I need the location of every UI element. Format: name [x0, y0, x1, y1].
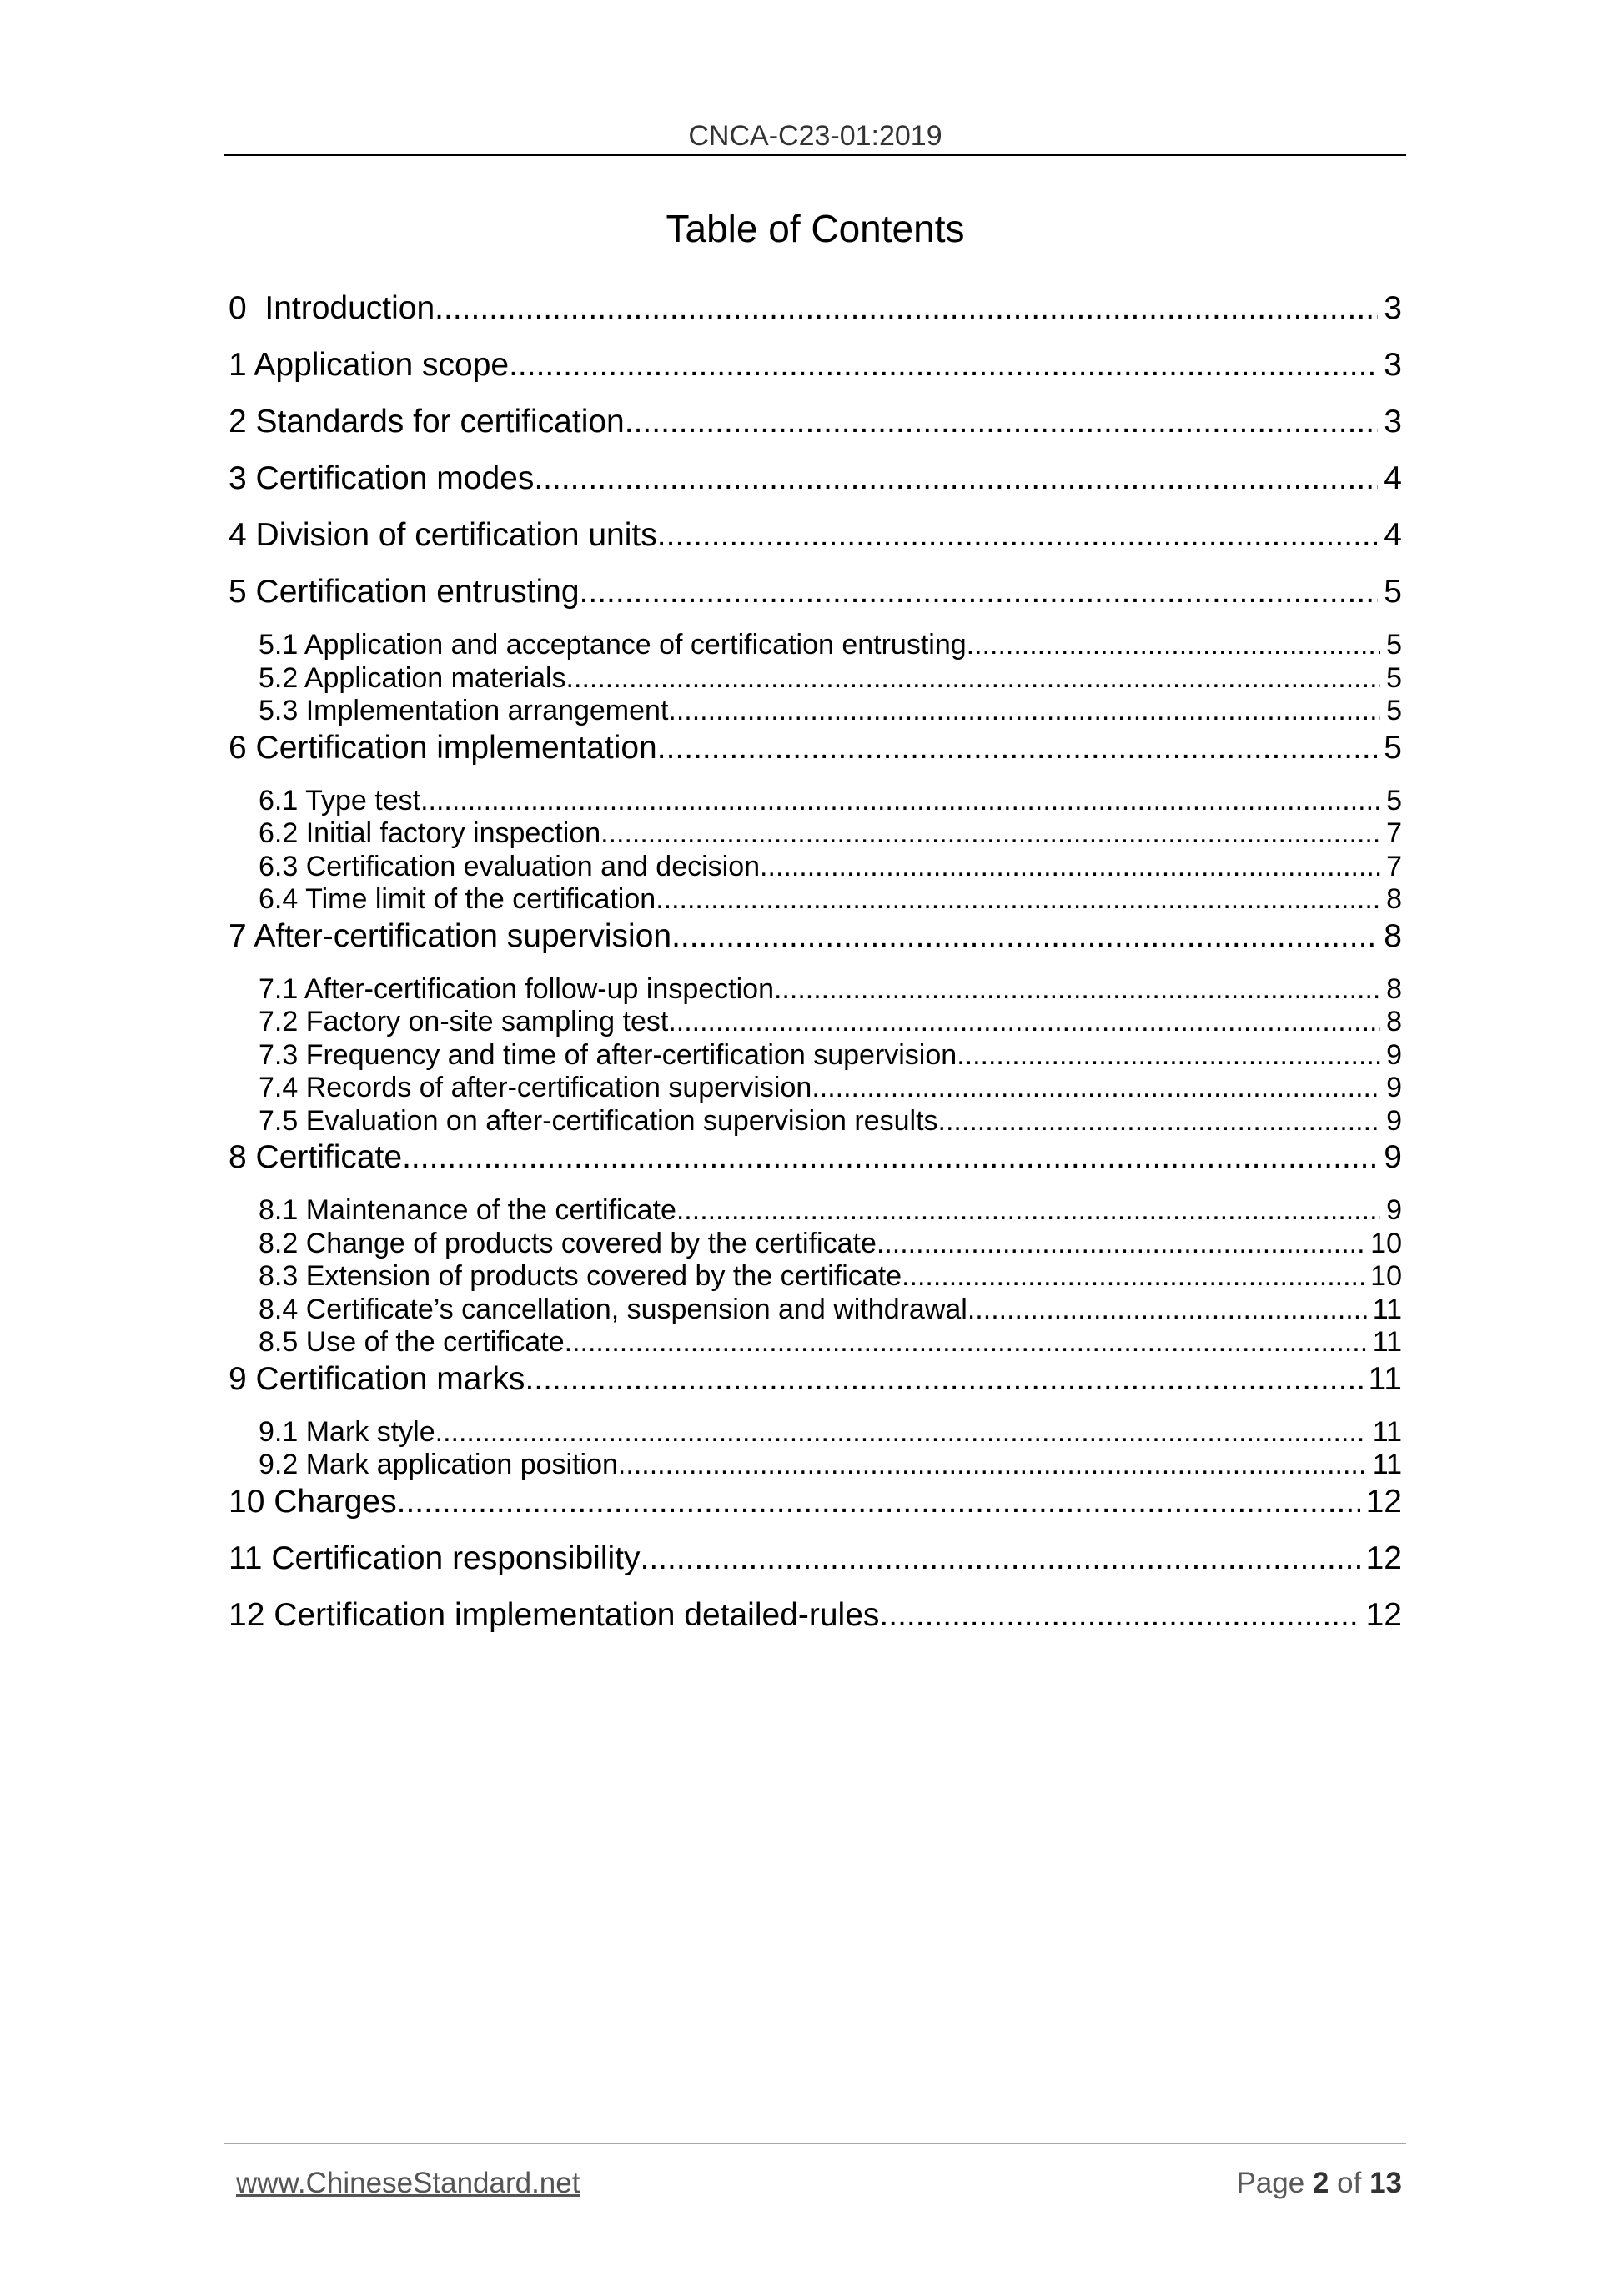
toc-entry-page-number: 8	[1386, 972, 1402, 1005]
dot-leader	[957, 1039, 1380, 1073]
dot-leader	[580, 575, 1379, 609]
toc-subsection-entry[interactable]	[259, 695, 1402, 728]
toc-entry-page-number: 11	[1368, 1360, 1402, 1397]
dot-leader	[938, 1105, 1381, 1138]
toc-section-entry[interactable]	[229, 1360, 1402, 1397]
toc-section-entry[interactable]	[229, 462, 1402, 495]
toc-entry-label: 7.2 Factory on-site sampling test	[259, 1006, 669, 1037]
toc-subsection-entry[interactable]	[259, 973, 1402, 1007]
dot-leader	[967, 629, 1380, 662]
toc-entry-label: 9.2 Mark application position	[259, 1449, 618, 1480]
dot-leader	[618, 1449, 1367, 1482]
toc-entry-page-number: 5	[1386, 661, 1402, 694]
toc-entry-label: 6.3 Certification evaluation and decision	[259, 850, 761, 882]
toc-entry-label: 7.1 After-certification follow-up inspection	[259, 972, 774, 1005]
table-of-contents	[229, 292, 1402, 1632]
toc-subsection-entry[interactable]	[259, 1326, 1402, 1359]
toc-entry-label: 1 Application scope	[229, 347, 510, 383]
toc-entry-page-number: 9	[1386, 1194, 1402, 1226]
toc-subsection-entry[interactable]	[259, 662, 1402, 696]
dot-leader	[509, 349, 1378, 382]
website-link[interactable]: www.ChineseStandard.net	[236, 2167, 580, 2199]
toc-entry-page-number: 3	[1384, 290, 1402, 326]
toc-section-entry[interactable]	[229, 731, 1402, 765]
dot-leader	[525, 1363, 1362, 1396]
toc-title: Table of Contents	[666, 207, 965, 250]
toc-entry-label: 6 Certification implementation	[229, 729, 657, 766]
toc-entry-label: 4 Division of certification units	[229, 517, 657, 553]
toc-subsection-entry[interactable]	[259, 851, 1402, 884]
toc-subsection-entry[interactable]	[259, 785, 1402, 818]
toc-section-entry[interactable]	[229, 1485, 1402, 1519]
toc-entry-page-number: 11	[1372, 1449, 1402, 1480]
document-code-header: CNCA-C23-01:2019	[688, 120, 942, 152]
toc-entry-label: 5.2 Application materials	[259, 661, 566, 694]
dot-leader	[668, 695, 1380, 728]
page-word: Page	[1236, 2167, 1305, 2199]
toc-section-entry[interactable]	[229, 292, 1402, 325]
toc-section-entry[interactable]	[229, 1141, 1402, 1174]
toc-subsection-entry[interactable]	[259, 1228, 1402, 1261]
toc-entry-label: 7 After-certification supervision	[229, 917, 672, 954]
toc-subsection-entry[interactable]	[259, 1449, 1402, 1482]
toc-entry-page-number: 4	[1384, 460, 1402, 496]
toc-entry-label: 5.1 Application and acceptance of certification entrusting	[259, 629, 967, 661]
toc-subsection-entry[interactable]	[259, 1105, 1402, 1138]
current-page-number: 2	[1312, 2167, 1329, 2199]
toc-section-entry[interactable]	[229, 519, 1402, 552]
toc-entry-label: 8.4 Certificate’s cancellation, suspension and withdrawal	[259, 1293, 967, 1325]
footer-divider	[224, 2143, 1406, 2144]
toc-entry-page-number: 7	[1386, 817, 1402, 849]
toc-entry-label: 6.4 Time limit of the certification	[259, 883, 656, 915]
toc-entry-page-number: 5	[1384, 574, 1402, 610]
toc-entry-page-number: 3	[1384, 347, 1402, 383]
toc-entry-label: 8.2 Change of products covered by the certificate	[259, 1227, 877, 1259]
toc-subsection-entry[interactable]	[259, 1006, 1402, 1039]
toc-entry-page-number: 11	[1372, 1293, 1402, 1325]
toc-entry-page-number: 11	[1372, 1326, 1402, 1358]
dot-leader	[534, 462, 1378, 495]
dot-leader	[435, 1416, 1367, 1449]
toc-subsection-entry[interactable]	[259, 1416, 1402, 1449]
header-divider	[224, 154, 1406, 156]
dot-leader	[877, 1228, 1364, 1261]
toc-entry-label: 7.3 Frequency and time of after-certification supervision	[259, 1038, 957, 1071]
dot-leader	[656, 883, 1380, 917]
dot-leader	[812, 1072, 1380, 1105]
toc-entry-page-number: 5	[1386, 784, 1402, 816]
dot-leader	[668, 1006, 1380, 1039]
dot-leader	[565, 1326, 1367, 1359]
toc-entry-page-number: 10	[1370, 1227, 1402, 1259]
dot-leader	[397, 1485, 1360, 1519]
toc-subsection-entry[interactable]	[259, 1294, 1402, 1327]
dot-leader	[600, 817, 1380, 851]
toc-entry-page-number: 3	[1384, 404, 1402, 440]
toc-entry-label: 6.2 Initial factory inspection	[259, 817, 601, 849]
toc-entry-page-number: 9	[1386, 1072, 1402, 1103]
toc-entry-page-number: 4	[1384, 517, 1402, 553]
toc-section-entry[interactable]	[229, 405, 1402, 439]
toc-subsection-list	[229, 973, 1402, 1138]
toc-entry-page-number: 8	[1384, 917, 1402, 954]
toc-entry-label: 12 Certification implementation detailed-rules	[229, 1596, 880, 1633]
toc-entry-label: 7.5 Evaluation on after-certification supervision results	[259, 1104, 938, 1137]
dot-leader	[435, 292, 1378, 325]
toc-entry-label: 8.5 Use of the certificate	[259, 1326, 565, 1358]
dot-leader	[760, 851, 1380, 884]
toc-entry-page-number: 8	[1386, 1006, 1402, 1037]
toc-subsection-entry[interactable]	[259, 1194, 1402, 1228]
toc-entry-label: 8.1 Maintenance of the certificate	[259, 1194, 676, 1226]
dot-leader	[420, 785, 1380, 818]
toc-section-entry[interactable]	[229, 1596, 1402, 1633]
toc-section-entry[interactable]	[229, 917, 1402, 954]
toc-subsection-entry[interactable]	[259, 883, 1402, 917]
toc-subsection-entry[interactable]	[259, 1260, 1402, 1294]
dot-leader	[671, 920, 1378, 953]
dot-leader	[625, 405, 1379, 439]
toc-subsection-list	[229, 1416, 1402, 1482]
page-indicator	[1236, 2167, 1402, 2200]
dot-leader	[657, 731, 1379, 765]
total-page-count: 13	[1369, 2167, 1402, 2199]
dot-leader	[967, 1294, 1367, 1327]
toc-entry-label: 3 Certification modes	[229, 460, 535, 496]
toc-entry-label: 8.3 Extension of products covered by the certificate	[259, 1260, 902, 1292]
toc-entry-page-number: 10	[1370, 1260, 1402, 1292]
toc-subsection-entry[interactable]	[259, 817, 1402, 851]
toc-entry-label: 5.3 Implementation arrangement	[259, 695, 669, 726]
toc-entry-label: 7.4 Records of after-certification supervision	[259, 1072, 812, 1103]
toc-entry-label: 9.1 Mark style	[259, 1415, 435, 1448]
dot-leader	[657, 519, 1379, 552]
toc-entry-page-number: 11	[1372, 1415, 1402, 1448]
toc-entry-label: 2 Standards for certification	[229, 404, 625, 440]
toc-entry-label: 8 Certificate	[229, 1139, 403, 1175]
dot-leader	[402, 1141, 1378, 1174]
toc-subsection-entry[interactable]	[259, 1072, 1402, 1105]
toc-entry-label: 10 Charges	[229, 1483, 397, 1520]
toc-entry-page-number: 9	[1386, 1104, 1402, 1137]
toc-entry-page-number: 7	[1386, 850, 1402, 882]
toc-section-entry[interactable]	[229, 349, 1402, 382]
of-word: of	[1337, 2167, 1362, 2199]
toc-entry-label: 5 Certification entrusting	[229, 574, 580, 610]
dot-leader	[879, 1599, 1359, 1632]
toc-subsection-list	[229, 1194, 1402, 1359]
toc-section-entry[interactable]	[229, 1542, 1402, 1575]
toc-section-entry[interactable]	[229, 575, 1402, 609]
dot-leader	[676, 1194, 1380, 1228]
toc-entry-label: 0 Introduction	[229, 290, 435, 326]
toc-entry-page-number: 8	[1386, 883, 1402, 915]
toc-entry-page-number: 12	[1365, 1483, 1402, 1520]
toc-entry-page-number: 9	[1384, 1139, 1402, 1175]
toc-subsection-entry[interactable]	[259, 629, 1402, 662]
toc-entry-page-number: 5	[1386, 629, 1402, 661]
toc-entry-page-number: 12	[1365, 1596, 1402, 1633]
dot-leader	[902, 1260, 1364, 1294]
toc-entry-label: 6.1 Type test	[259, 784, 421, 816]
toc-entry-page-number: 12	[1365, 1540, 1402, 1576]
dot-leader	[566, 662, 1381, 696]
toc-entry-page-number: 9	[1386, 1038, 1402, 1071]
toc-subsection-list	[229, 629, 1402, 728]
toc-entry-label: 11 Certification responsibility	[229, 1540, 641, 1576]
toc-subsection-entry[interactable]	[259, 1039, 1402, 1073]
toc-entry-page-number: 5	[1384, 729, 1402, 766]
toc-entry-label: 9 Certification marks	[229, 1360, 525, 1397]
dot-leader	[641, 1542, 1360, 1575]
dot-leader	[774, 973, 1380, 1007]
toc-subsection-list	[229, 785, 1402, 917]
toc-entry-page-number: 5	[1386, 695, 1402, 726]
